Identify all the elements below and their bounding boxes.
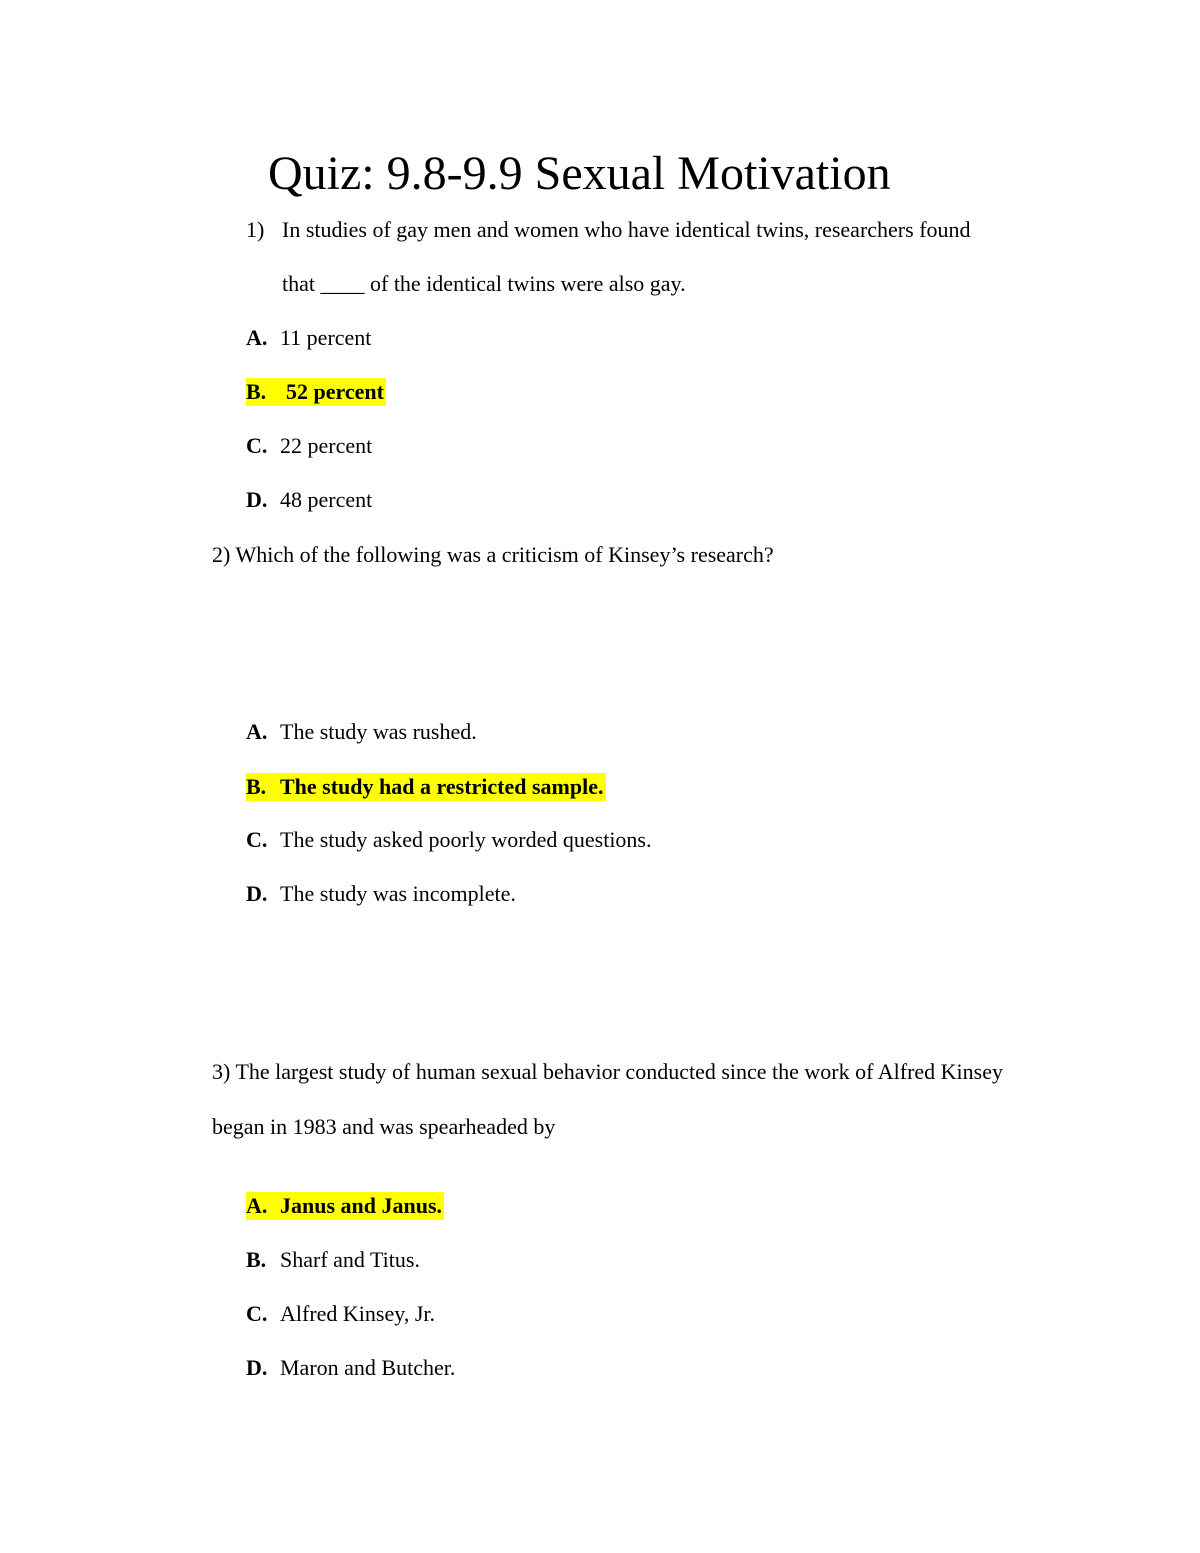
page-title: Quiz: 9.8-9.9 Sexual Motivation	[268, 147, 891, 200]
option-text: 52 percent	[286, 379, 384, 404]
option-text: 22 percent	[280, 433, 373, 458]
question-3-text-line1: The largest study of human sexual behavior conducted since the work of Alfred Kinsey	[235, 1059, 1003, 1084]
option-letter: D.	[246, 1355, 268, 1380]
option-letter: D.	[246, 881, 268, 906]
question-2-option-a	[246, 718, 477, 746]
question-3-option-d	[246, 1354, 455, 1382]
question-1-option-a	[246, 324, 371, 352]
option-text: The study had a restricted sample.	[280, 774, 604, 799]
question-3	[212, 1058, 1003, 1086]
option-letter: D.	[246, 487, 268, 512]
question-1-text-line1: In studies of gay men and women who have identical twins, researchers found	[282, 217, 971, 242]
question-1-option-d	[246, 486, 372, 514]
option-letter: A.	[246, 719, 268, 744]
question-3-text-line2: began in 1983 and was spearheaded by	[212, 1114, 556, 1139]
question-2-option-b-correct	[246, 773, 606, 801]
option-letter: B.	[246, 1247, 267, 1272]
answer-highlight	[246, 1192, 444, 1220]
option-letter: C.	[246, 827, 268, 852]
option-text: 48 percent	[280, 487, 373, 512]
option-letter: A.	[246, 1193, 268, 1218]
option-text: Alfred Kinsey, Jr.	[280, 1301, 435, 1326]
question-2-text-line1: Which of the following was a criticism of Kinsey’s research?	[235, 542, 774, 567]
option-text: The study asked poorly worded questions.	[280, 827, 652, 852]
option-letter: C.	[246, 1301, 268, 1326]
option-letter: B.	[246, 379, 267, 404]
option-letter: C.	[246, 433, 268, 458]
option-text: Janus and Janus.	[280, 1193, 443, 1218]
option-text: Maron and Butcher.	[280, 1355, 456, 1380]
question-2-number: 2)	[212, 542, 231, 567]
question-1-option-c	[246, 432, 372, 460]
option-text: 11 percent	[280, 325, 372, 350]
question-2-option-d	[246, 880, 516, 908]
question-2-option-c	[246, 826, 652, 854]
question-1-option-b-correct	[246, 378, 386, 406]
question-3-option-a-correct	[246, 1192, 444, 1220]
option-text: The study was rushed.	[280, 719, 477, 744]
question-3-option-b	[246, 1246, 420, 1274]
option-letter: B.	[246, 774, 267, 799]
question-1-text-line2: that ____ of the identical twins were also gay.	[282, 271, 686, 296]
option-text: The study was incomplete.	[280, 881, 516, 906]
option-text: Sharf and Titus.	[280, 1247, 420, 1272]
question-3-option-c	[246, 1300, 435, 1328]
option-letter: A.	[246, 325, 268, 350]
answer-highlight	[246, 378, 386, 406]
question-2	[212, 541, 774, 569]
answer-highlight	[246, 773, 606, 801]
question-1-number: 1)	[246, 217, 265, 242]
question-3-number: 3)	[212, 1059, 231, 1084]
